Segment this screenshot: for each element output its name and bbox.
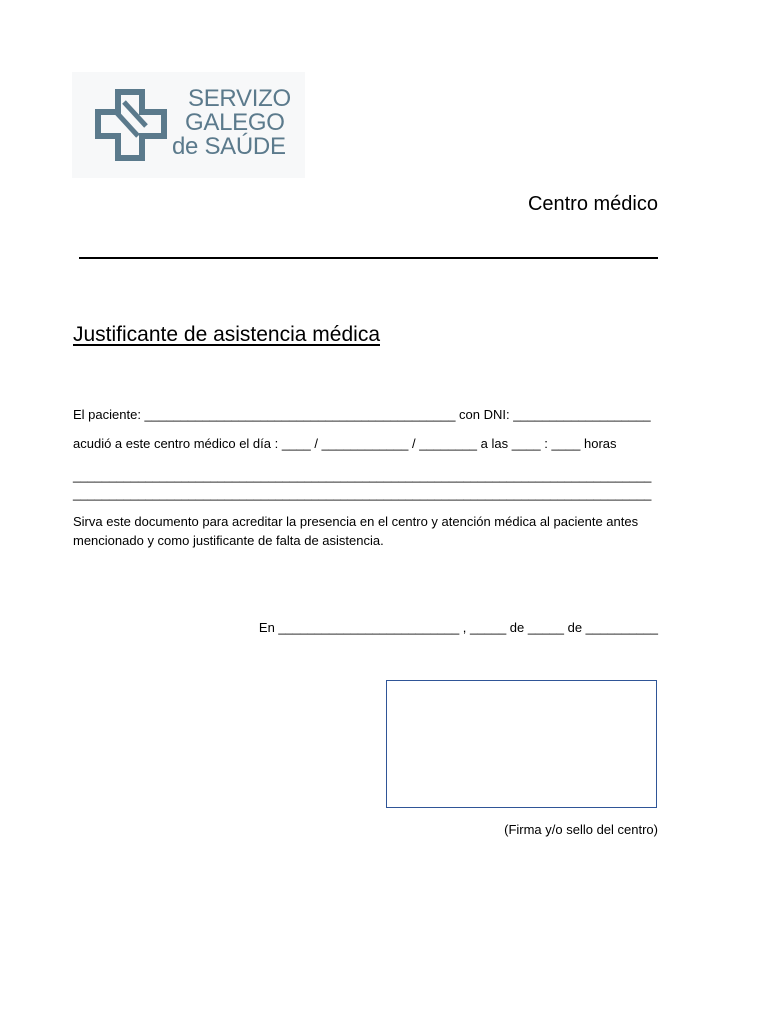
center-name-line <box>79 257 658 259</box>
signature-stamp-box <box>386 680 657 808</box>
document-title: Justificante de asistencia médica <box>73 323 380 346</box>
center-label: Centro médico <box>527 193 658 215</box>
blank-line: ________________________________________________________________________________ <box>73 468 652 483</box>
blank-line: ________________________________________________________________________________ <box>73 486 652 501</box>
cross-icon <box>94 88 168 162</box>
place-date-line: En _________________________ , _____ de _____ de __________ <box>258 620 658 635</box>
visit-date-line: acudió a este centro médico el día : ____ / ____________ / ________ a las ____ : ____ horas <box>73 436 617 451</box>
logo-line-2: GALEGO <box>185 109 285 136</box>
patient-line: El paciente: ___________________________________________ con DNI: ___________________ <box>73 407 651 422</box>
logo-line-3: de SAÚDE <box>172 133 286 160</box>
logo-line-1: SERVIZO <box>188 85 291 112</box>
sergas-logo <box>72 72 305 178</box>
logo-wordmark <box>172 87 302 159</box>
statement-paragraph: Sirva este documento para acreditar la presencia en el centro y atención médica al paciente antes mencionado y como justificante de falta de asistencia. <box>73 514 639 548</box>
signature-caption: (Firma y/o sello del centro) <box>504 822 658 837</box>
